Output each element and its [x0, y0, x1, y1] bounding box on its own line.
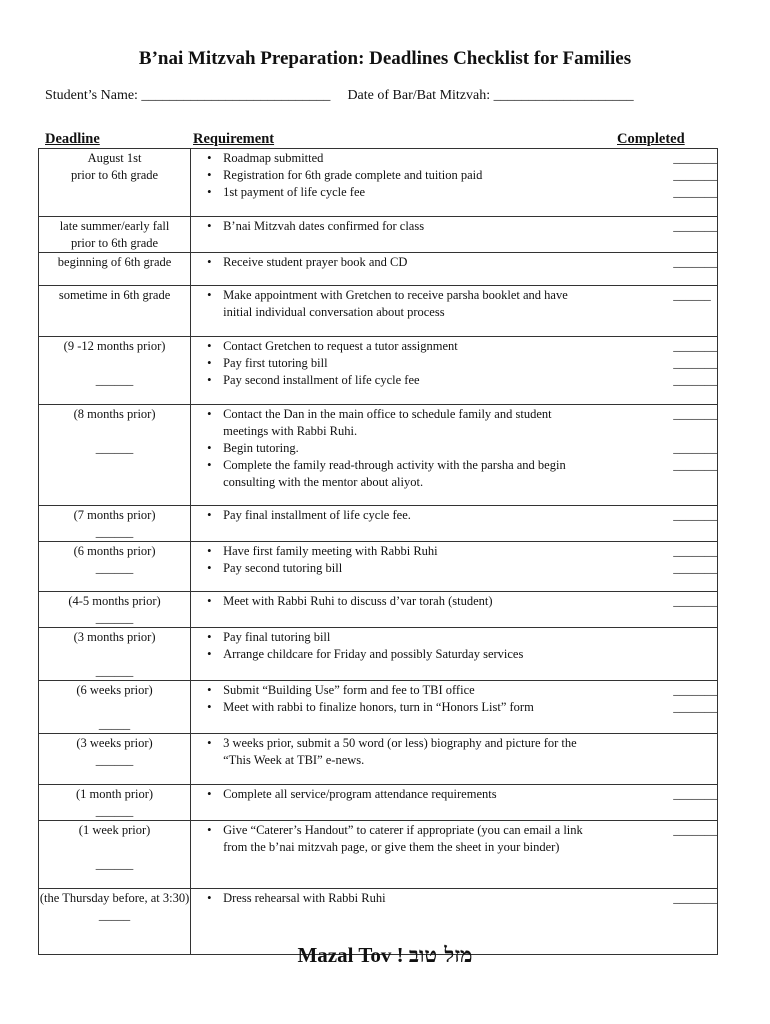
deadline-text: _____: [98, 717, 131, 731]
deadline-cell: [39, 405, 191, 506]
requirement-cell: [191, 286, 604, 337]
deadline-text: ______: [95, 611, 134, 625]
completed-checkbox-line[interactable]: _______: [673, 823, 717, 837]
deadline-text: ______: [95, 373, 134, 387]
completed-cell: [603, 592, 717, 628]
requirement-item: • Pay final installment of life cycle fee.: [223, 507, 597, 524]
deadline-text: (1 week prior): [78, 823, 151, 837]
requirement-cell: [191, 405, 604, 506]
completed-cell: [603, 542, 717, 592]
requirement-item: • Meet with Rabbi Ruhi to discuss d’var torah (student): [223, 593, 597, 610]
requirement-item: • Contact Gretchen to request a tutor assignment: [223, 338, 597, 355]
completed-cell: [603, 785, 717, 821]
deadline-text: ______: [95, 525, 134, 539]
requirement-item: • Pay second installment of life cycle fee: [223, 372, 597, 389]
requirement-cell: [191, 506, 604, 542]
requirement-item: • Complete the family read-through activity with the parsha and begin consulting with the mentor about aliyot.: [223, 457, 597, 491]
deadline-text: August 1st: [87, 151, 142, 165]
completed-cell: [603, 734, 717, 785]
deadline-cell: [39, 217, 191, 253]
table-row: [39, 286, 718, 337]
deadline-cell: [39, 821, 191, 889]
table-row: [39, 628, 718, 681]
requirement-cell: [191, 542, 604, 592]
deadline-text: [39, 839, 190, 856]
table-row: [39, 542, 718, 592]
completed-cell: [603, 217, 717, 253]
deadline-text: (9 -12 months prior): [63, 339, 166, 353]
completed-checkbox-line[interactable]: _______: [673, 373, 717, 387]
requirement-item: • B’nai Mitzvah dates confirmed for class: [223, 218, 597, 235]
requirement-header: Requirement: [193, 131, 275, 147]
deadline-cell: [39, 542, 191, 592]
completed-checkbox-line[interactable]: _______: [673, 255, 717, 269]
deadline-text: prior to 6th grade: [70, 168, 159, 182]
deadline-text: ______: [95, 561, 134, 575]
deadline-text: (6 months prior): [73, 544, 156, 558]
hebrew-text: מזל טוב: [408, 942, 473, 967]
requirement-cell: [191, 253, 604, 286]
deadline-cell: [39, 628, 191, 681]
requirement-cell: [191, 785, 604, 821]
requirement-cell: [191, 149, 604, 217]
deadline-text: [39, 355, 190, 372]
deadline-text: [39, 423, 190, 440]
completed-cell: [603, 405, 717, 506]
deadline-text: beginning of 6th grade: [57, 255, 172, 269]
completed-checkbox-line[interactable]: _______: [673, 561, 717, 575]
requirement-cell: [191, 734, 604, 785]
completed-checkbox-line[interactable]: _______: [673, 219, 717, 233]
table-row: [39, 506, 718, 542]
completed-cell: [603, 253, 717, 286]
requirement-item: • Dress rehearsal with Rabbi Ruhi: [223, 890, 597, 907]
table-row: [39, 592, 718, 628]
table-row: [39, 785, 718, 821]
table-row: [39, 405, 718, 506]
deadline-text: (6 weeks prior): [76, 683, 153, 697]
requirement-item: • Submit “Building Use” form and fee to TBI office: [223, 682, 597, 699]
deadline-text: (7 months prior): [73, 508, 156, 522]
completed-checkbox-line[interactable]: _______: [673, 168, 717, 182]
completed-checkbox-line[interactable]: _______: [673, 356, 717, 370]
completed-checkbox-line[interactable]: [603, 423, 717, 440]
completed-cell: [603, 821, 717, 889]
requirement-item: • Receive student prayer book and CD: [223, 254, 597, 271]
completed-checkbox-line[interactable]: _______: [673, 544, 717, 558]
completed-checkbox-line[interactable]: _______: [673, 700, 717, 714]
completed-cell: [603, 506, 717, 542]
completed-checkbox-line[interactable]: _______: [673, 441, 717, 455]
completed-checkbox-line[interactable]: _______: [673, 891, 717, 905]
deadline-text: (4-5 months prior): [68, 594, 161, 608]
deadline-header: Deadline: [45, 131, 100, 147]
deadline-cell: [39, 337, 191, 405]
requirement-item: • Complete all service/program attendance requirements: [223, 786, 597, 803]
checklist-table: [38, 148, 718, 955]
table-row: [39, 337, 718, 405]
completed-cell: [603, 628, 717, 681]
deadline-cell: [39, 253, 191, 286]
requirement-item: • 3 weeks prior, submit a 50 word (or less) biography and picture for the “This Week at TBI” e-news.: [223, 735, 597, 769]
requirement-item: • Contact the Dan in the main office to schedule family and student meetings with Rabbi Ruhi.: [223, 406, 597, 440]
requirement-item: • Have first family meeting with Rabbi Ruhi: [223, 543, 597, 560]
mazal-tov-text: Mazal Tov !: [297, 943, 404, 967]
completed-checkbox-line[interactable]: _______: [673, 458, 717, 472]
deadline-text: ______: [95, 857, 134, 871]
requirement-item: • Registration for 6th grade complete and tuition paid: [223, 167, 597, 184]
requirement-cell: [191, 628, 604, 681]
deadline-cell: [39, 681, 191, 734]
completed-checkbox-line[interactable]: _______: [673, 683, 717, 697]
requirement-cell: [191, 681, 604, 734]
deadline-cell: [39, 785, 191, 821]
deadline-text: [39, 699, 190, 716]
deadline-text: [39, 646, 190, 663]
requirement-cell: [191, 337, 604, 405]
completed-checkbox-line[interactable]: _______: [673, 185, 717, 199]
deadline-text: (the Thursday before, at 3:30): [39, 891, 190, 905]
table-row: [39, 821, 718, 889]
student-info-line: [45, 88, 634, 104]
requirement-cell: [191, 217, 604, 253]
requirement-item: • Arrange childcare for Friday and possibly Saturday services: [223, 646, 597, 663]
deadline-text: ______: [95, 753, 134, 767]
requirement-item: • Roadmap submitted: [223, 150, 597, 167]
requirement-item: • Pay final tutoring bill: [223, 629, 597, 646]
requirement-item: • 1st payment of life cycle fee: [223, 184, 597, 201]
deadline-text: (3 weeks prior): [76, 736, 153, 750]
completed-checkbox-line[interactable]: _______: [673, 594, 717, 608]
requirement-cell: [191, 821, 604, 889]
deadline-cell: [39, 286, 191, 337]
deadline-text: _____: [98, 908, 131, 922]
table-row: [39, 253, 718, 286]
mazal-tov-footer: [0, 942, 770, 968]
requirement-item: • Pay first tutoring bill: [223, 355, 597, 372]
table-row: [39, 149, 718, 217]
completed-header: Completed: [617, 131, 685, 147]
deadline-text: (3 months prior): [73, 630, 156, 644]
requirement-item: • Give “Caterer’s Handout” to caterer if appropriate (you can email a link from the b’nai mitzvah page, or give them the sheet in your binder): [223, 822, 597, 856]
deadline-text: ______: [95, 664, 134, 678]
completed-checkbox-line[interactable]: ______: [673, 288, 711, 302]
completed-cell: [603, 286, 717, 337]
student-name-field[interactable]: Student’s Name: ___________________________: [45, 88, 331, 103]
completed-checkbox-line[interactable]: _______: [673, 407, 717, 421]
deadline-text: (1 month prior): [76, 787, 154, 801]
requirement-cell: [191, 592, 604, 628]
completed-checkbox-line[interactable]: _______: [673, 151, 717, 165]
table-row: [39, 681, 718, 734]
page-title: B’nai Mitzvah Preparation: Deadlines Checklist for Families: [138, 48, 632, 69]
requirement-item: • Begin tutoring.: [223, 440, 597, 457]
completed-cell: [603, 681, 717, 734]
completed-checkbox-line[interactable]: _______: [673, 508, 717, 522]
requirement-item: • Pay second tutoring bill: [223, 560, 597, 577]
table-row: [39, 734, 718, 785]
completed-checkbox-line[interactable]: _______: [673, 787, 717, 801]
completed-checkbox-line[interactable]: _______: [673, 339, 717, 353]
deadline-text: ______: [95, 804, 134, 818]
table-row: [39, 217, 718, 253]
deadline-cell: [39, 592, 191, 628]
deadline-text: ______: [95, 441, 134, 455]
deadline-cell: [39, 506, 191, 542]
deadline-cell: [39, 149, 191, 217]
deadline-text: sometime in 6th grade: [58, 288, 171, 302]
completed-cell: [603, 337, 717, 405]
deadline-cell: [39, 734, 191, 785]
mitzvah-date-field[interactable]: Date of Bar/Bat Mitzvah: ____________________: [347, 88, 634, 103]
requirement-item: • Meet with rabbi to finalize honors, turn in “Honors List” form: [223, 699, 597, 716]
deadline-text: late summer/early fall: [59, 219, 170, 233]
deadline-text: prior to 6th grade: [70, 236, 159, 250]
completed-cell: [603, 149, 717, 217]
requirement-item: • Make appointment with Gretchen to receive parsha booklet and have initial individual conversation about process: [223, 287, 597, 321]
deadline-text: (8 months prior): [73, 407, 156, 421]
